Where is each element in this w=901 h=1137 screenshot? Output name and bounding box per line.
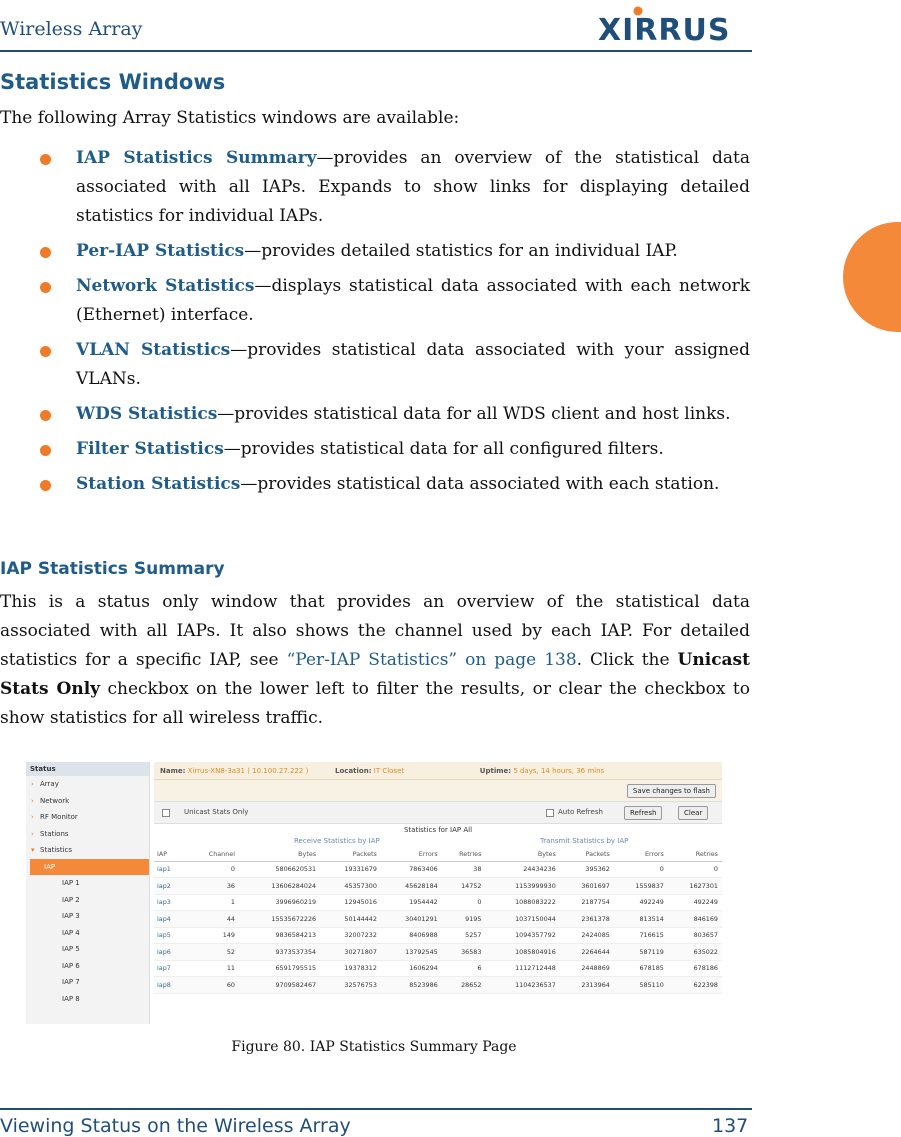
list-item — [40, 336, 750, 394]
statistics-panel — [154, 762, 722, 1024]
table-cell: 0 — [189, 861, 239, 878]
table-cell: 1104236537 — [485, 977, 559, 994]
table-cell: 50144442 — [320, 911, 381, 928]
list-item — [40, 400, 750, 429]
iap-link[interactable]: iap7 — [154, 960, 189, 977]
table-cell: 2313964 — [560, 977, 614, 994]
auto-refresh-label: Auto Refresh — [558, 808, 603, 816]
sidebar-subitem-iap[interactable]: IAP 5 — [62, 945, 80, 953]
bullet-term: Filter Statistics — [76, 439, 224, 459]
bullet-term: IAP Statistics Summary — [76, 148, 317, 168]
table-cell: 52 — [189, 944, 239, 961]
table-cell: 60 — [189, 977, 239, 994]
table-cell: 9195 — [442, 911, 486, 928]
column-header: Errors — [381, 847, 442, 861]
table-cell: 38 — [442, 861, 486, 878]
table-cell: 1088083222 — [485, 894, 559, 911]
bold-term: Unicast Stats Only — [0, 650, 750, 699]
sidebar-subitem-iap[interactable]: IAP 7 — [62, 978, 80, 986]
table-cell: 2187754 — [560, 894, 614, 911]
table-cell: 1627301 — [668, 878, 722, 895]
column-header: Retries — [668, 847, 722, 861]
table-cell: 622398 — [668, 977, 722, 994]
cross-reference-link[interactable]: “Per-IAP Statistics” on page 138 — [286, 650, 577, 670]
table-cell: 3601697 — [560, 878, 614, 895]
iap-statistics-table — [154, 847, 722, 994]
bullet-term: Network Statistics — [76, 276, 255, 296]
table-cell: 813514 — [614, 911, 668, 928]
table-cell: 8406988 — [381, 927, 442, 944]
table-title: Statistics for IAP All — [403, 826, 473, 834]
table-row — [154, 977, 722, 994]
sidebar-item-network[interactable] — [26, 793, 149, 810]
table-cell: 36583 — [442, 944, 486, 961]
receive-group-label: Receive Statistics by IAP — [294, 837, 380, 845]
table-cell: 32576753 — [320, 977, 381, 994]
figure-caption: Figure 80. IAP Statistics Summary Page — [231, 1039, 517, 1055]
table-cell: 635022 — [668, 944, 722, 961]
bullet-icon — [40, 346, 51, 357]
table-cell: 587119 — [614, 944, 668, 961]
sidebar-item-rf-monitor[interactable] — [26, 809, 149, 826]
table-cell: 585110 — [614, 977, 668, 994]
iap-link[interactable]: iap4 — [154, 911, 189, 928]
svg-text:XIRRUS: XIRRUS — [598, 13, 731, 44]
bullet-text: —provides statistical data associated with each station. — [240, 474, 720, 494]
table-cell: 44 — [189, 911, 239, 928]
bullet-term: WDS Statistics — [76, 404, 218, 424]
table-cell: 395362 — [560, 861, 614, 878]
table-cell: 13792545 — [381, 944, 442, 961]
sidebar-item-statistics[interactable] — [26, 842, 149, 859]
column-header: IAP — [154, 847, 189, 861]
table-row — [154, 861, 722, 878]
table-cell: 803657 — [668, 927, 722, 944]
table-row — [154, 878, 722, 895]
table-row — [154, 911, 722, 928]
table-group-headers — [154, 836, 722, 847]
list-item — [40, 144, 750, 231]
sidebar-subitem-iap[interactable]: IAP 1 — [62, 879, 80, 887]
bullet-text: —provides statistical data for all WDS client and host links. — [217, 404, 731, 424]
table-cell: 492249 — [668, 894, 722, 911]
bullet-icon — [40, 154, 51, 165]
bullet-text: —provides statistical data associated with your assigned VLANs. — [76, 340, 750, 389]
section-intro: The following Array Statistics windows are available: — [0, 108, 460, 128]
table-cell: 678186 — [668, 960, 722, 977]
clear-button[interactable]: Clear — [678, 806, 708, 820]
table-cell: 2361378 — [560, 911, 614, 928]
column-header: Errors — [614, 847, 668, 861]
sidebar-item-label: RF Monitor — [40, 813, 78, 821]
name-value: Xirrus-XN8-3a31 ( 10.100.27.222 ) — [187, 767, 309, 775]
table-cell: 5806620531 — [239, 861, 320, 878]
table-body — [154, 861, 722, 993]
xirrus-logo — [598, 4, 748, 44]
table-cell: 28652 — [442, 977, 486, 994]
arrow-right-icon: › — [31, 813, 34, 821]
sidebar-item-array[interactable] — [26, 776, 149, 793]
table-cell: 30401291 — [381, 911, 442, 928]
column-header: Packets — [320, 847, 381, 861]
name-label: Name: — [160, 767, 186, 775]
arrow-right-icon: › — [31, 829, 34, 838]
list-item — [40, 272, 750, 330]
table-cell: 24434236 — [485, 861, 559, 878]
bullet-term: VLAN Statistics — [76, 340, 231, 360]
save-bar — [154, 780, 722, 802]
header-rule — [0, 50, 752, 52]
table-cell: 0 — [668, 861, 722, 878]
sidebar-subitem-iap[interactable]: IAP 2 — [62, 895, 80, 904]
location-value: IT Closet — [373, 767, 405, 775]
array-info-bar — [154, 762, 722, 780]
table-cell: 1094357792 — [485, 927, 559, 944]
table-cell: 716615 — [614, 927, 668, 944]
table-cell: 492249 — [614, 894, 668, 911]
table-cell: 9836584213 — [239, 927, 320, 944]
page-number: 137 — [712, 1115, 749, 1137]
footer-title: Viewing Status on the Wireless Array — [0, 1115, 351, 1137]
table-cell: 2424085 — [560, 927, 614, 944]
table-cell: 8523986 — [381, 977, 442, 994]
bullet-icon — [40, 445, 51, 456]
column-header: Bytes — [239, 847, 320, 861]
table-row — [154, 894, 722, 911]
iap-link[interactable]: iap2 — [154, 878, 189, 895]
list-item — [40, 435, 750, 464]
table-cell: 6591795515 — [239, 960, 320, 977]
table-cell: 1037150044 — [485, 911, 559, 928]
table-cell: 6 — [442, 960, 486, 977]
table-cell: 32007232 — [320, 927, 381, 944]
filter-bar — [154, 802, 722, 824]
sidebar-item-label: Array — [40, 780, 59, 788]
table-cell: 12945016 — [320, 894, 381, 911]
iap-link[interactable]: iap5 — [154, 927, 189, 944]
para-text: This is a status only window that provides an overview of the statistical data associated with all IAPs. It also shows the channel used by each IAP. For detailed statistics for a specific IAP, see — [0, 592, 750, 670]
table-cell: 1085804916 — [485, 944, 559, 961]
iap-link[interactable]: iap1 — [154, 861, 189, 878]
auto-refresh-checkbox[interactable] — [546, 809, 554, 817]
sidebar-title: Status — [26, 762, 149, 776]
iap-statistics-screenshot — [26, 762, 722, 1024]
unicast-stats-label: Unicast Stats Only — [184, 808, 249, 816]
table-cell: 149 — [189, 927, 239, 944]
save-to-flash-button[interactable]: Save changes to flash — [627, 784, 716, 798]
sidebar-subitem-iap[interactable]: IAP 3 — [62, 912, 80, 920]
bullet-icon — [40, 247, 51, 258]
sidebar-subitem-iap[interactable]: IAP 4 — [62, 928, 80, 937]
statistics-window-list — [40, 144, 750, 499]
sidebar-subitem-iap[interactable]: IAP 6 — [62, 961, 80, 970]
bullet-icon — [40, 480, 51, 491]
table-cell: 2448869 — [560, 960, 614, 977]
table-cell: 846169 — [668, 911, 722, 928]
table-cell: 19331679 — [320, 861, 381, 878]
arrow-right-icon: › — [31, 780, 34, 788]
table-cell: 3996960219 — [239, 894, 320, 911]
sidebar-item-label: Stations — [40, 829, 69, 838]
iap-link[interactable]: iap3 — [154, 894, 189, 911]
table-cell: 13606284024 — [239, 878, 320, 895]
table-cell: 1112712448 — [485, 960, 559, 977]
table-cell: 0 — [442, 894, 486, 911]
table-cell: 19378312 — [320, 960, 381, 977]
table-cell: 45628184 — [381, 878, 442, 895]
iap-link[interactable]: iap6 — [154, 944, 189, 961]
section-title: Statistics Windows — [0, 70, 226, 94]
column-header: Packets — [560, 847, 614, 861]
table-cell: 5257 — [442, 927, 486, 944]
table-cell: 36 — [189, 878, 239, 895]
sidebar-item-label: Statistics — [40, 846, 72, 854]
para-text: . Click the — [576, 650, 678, 670]
bullet-text: —provides statistical data for all configured filters. — [223, 439, 664, 459]
uptime-value: 5 days, 14 hours, 36 mins — [513, 767, 605, 775]
footer-rule — [0, 1108, 752, 1110]
table-row — [154, 960, 722, 977]
table-cell: 0 — [614, 861, 668, 878]
para-text: checkbox on the lower left to filter the results, or clear the checkbox to show statistics for all wireless traffic. — [0, 679, 750, 728]
status-sidebar — [26, 762, 150, 1024]
table-cell: 9709582467 — [239, 977, 320, 994]
bullet-text: —displays statistical data associated with each network (Ethernet) interface. — [76, 276, 750, 325]
bullet-text: —provides an overview of the statistical data associated with all IAPs. Expands to show links for displaying detailed statistics for individual IAPs. — [76, 148, 750, 226]
bullet-icon — [40, 282, 51, 293]
table-cell: 1559837 — [614, 878, 668, 895]
sidebar-item-stations[interactable] — [26, 826, 149, 843]
list-item — [40, 470, 750, 499]
sidebar-item-iap-selected[interactable]: IAP — [30, 859, 149, 876]
transmit-group-label: Transmit Statistics by IAP — [540, 837, 629, 845]
running-head: Wireless Array — [0, 18, 143, 40]
table-row — [154, 927, 722, 944]
arrow-right-icon: › — [31, 796, 34, 805]
refresh-button[interactable]: Refresh — [624, 806, 662, 820]
table-cell: 678185 — [614, 960, 668, 977]
table-cell: 2264644 — [560, 944, 614, 961]
subsection-paragraph — [0, 588, 750, 733]
arrow-down-icon: ▾ — [31, 846, 35, 854]
column-header: Bytes — [485, 847, 559, 861]
list-item — [40, 237, 750, 266]
chapter-tab — [843, 222, 901, 332]
bullet-term: Per-IAP Statistics — [76, 241, 245, 261]
table-cell: 1606294 — [381, 960, 442, 977]
column-header: Channel — [189, 847, 239, 861]
bullet-icon — [40, 410, 51, 421]
table-row — [154, 944, 722, 961]
table-cell: 15535672226 — [239, 911, 320, 928]
sidebar-item-label: Network — [40, 796, 70, 805]
table-cell: 30271807 — [320, 944, 381, 961]
table-cell: 45357300 — [320, 878, 381, 895]
bullet-term: Station Statistics — [76, 474, 241, 494]
table-cell: 9373537354 — [239, 944, 320, 961]
uptime-label: Uptime: — [479, 767, 512, 775]
table-cell: 14752 — [442, 878, 486, 895]
table-cell: 7863406 — [381, 861, 442, 878]
table-cell: 11 — [189, 960, 239, 977]
subsection-title: IAP Statistics Summary — [0, 559, 225, 579]
bullet-text: —provides detailed statistics for an individual IAP. — [244, 241, 678, 261]
table-header-row — [154, 847, 722, 861]
table-cell: 1 — [189, 894, 239, 911]
location-label: Location: — [335, 767, 372, 775]
sidebar-subitem-iap[interactable]: IAP 8 — [62, 994, 80, 1003]
column-header: Retries — [442, 847, 486, 861]
table-cell: 1153999930 — [485, 878, 559, 895]
unicast-stats-checkbox[interactable] — [162, 809, 170, 817]
iap-link[interactable]: iap8 — [154, 977, 189, 994]
table-cell: 1954442 — [381, 894, 442, 911]
